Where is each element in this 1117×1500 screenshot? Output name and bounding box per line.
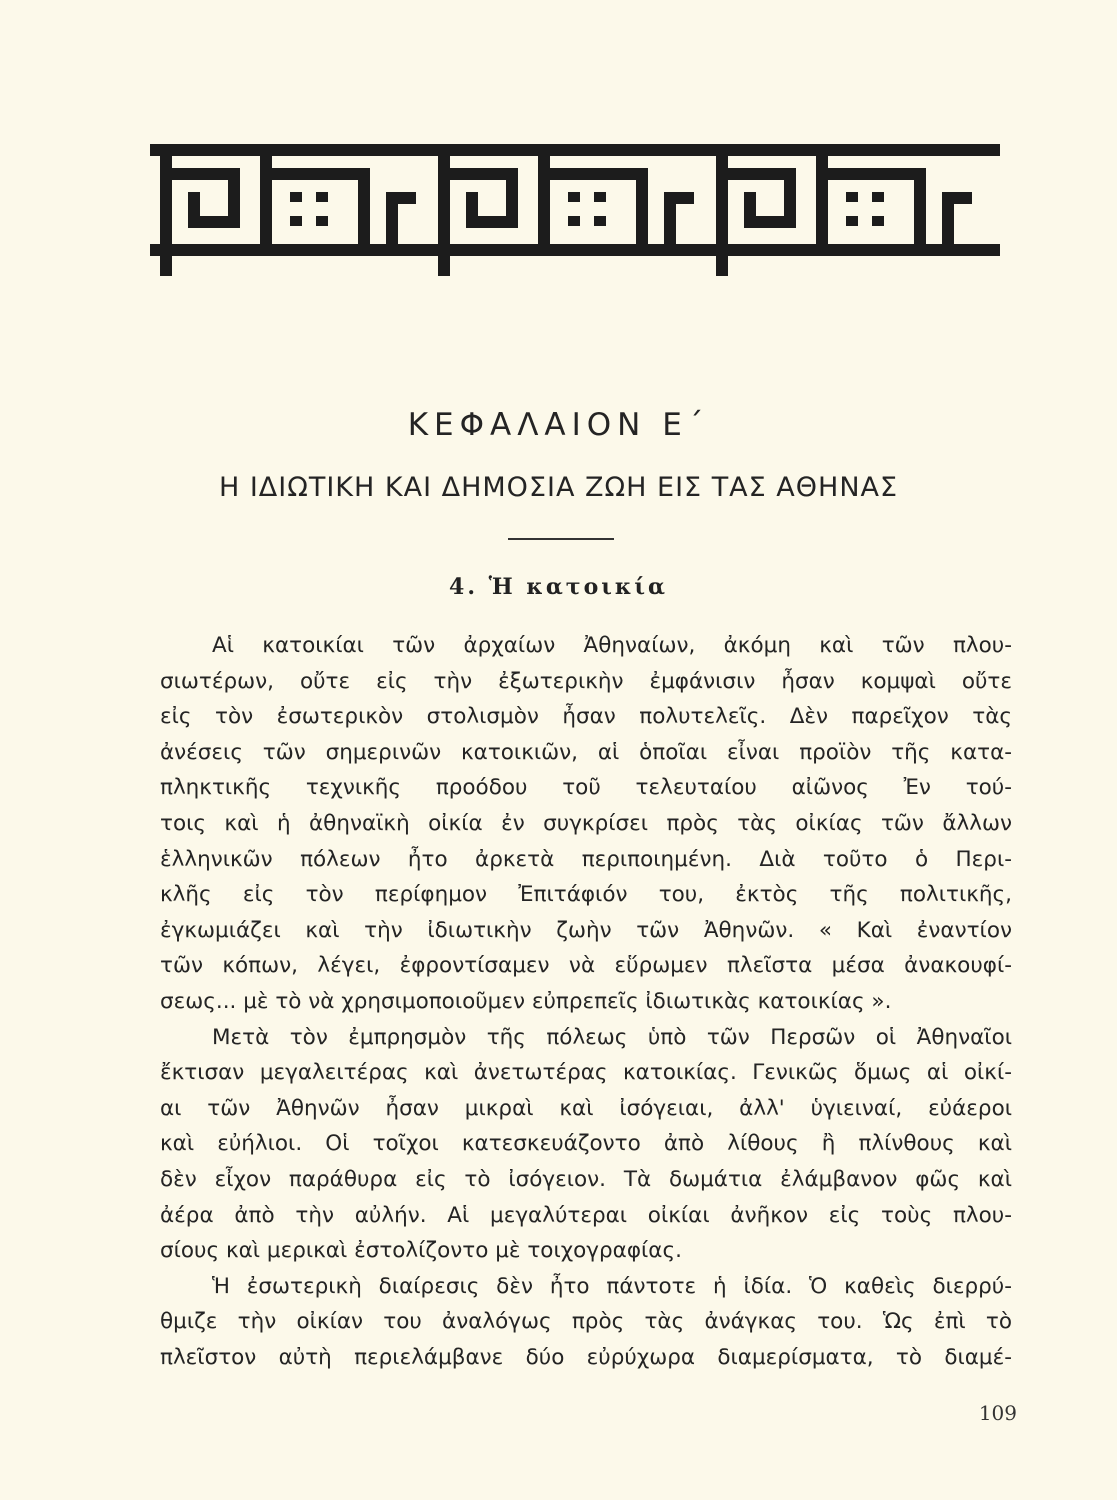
text-line: σίους καὶ μερικαὶ ἐστολίζοντο μὲ τοιχογραφίας. xyxy=(160,1238,682,1264)
text-line: καὶ εὐήλιοι. Οἱ τοῖχοι κατεσκευάζοντο ἀπὸ λίθους ἢ πλίνθους καὶ xyxy=(160,1131,1012,1157)
text-line: ἐγκωμιάζει καὶ τὴν ἰδιωτικὴν ζωὴν τῶν Ἀθηνῶν. « Καὶ ἐναντίον xyxy=(160,917,1012,943)
text-line: σιωτέρων, οὔτε εἰς τὴν ἐξωτερικὴν ἐμφάνισιν ἦσαν κομψαὶ οὔτε xyxy=(160,668,1012,694)
chapter-subtitle: Η ΙΔΙΩΤΙΚΗ ΚΑΙ ΔΗΜΟΣΙΑ ΖΩΗ ΕΙΣ ΤΑΣ ΑΘΗΝΑΣ xyxy=(218,472,899,503)
text-line: σεως... μὲ τὸ νὰ χρησιμοποιοῦμεν εὐπρεπεῖς ἰδιωτικὰς κατοικίας ». xyxy=(160,988,892,1014)
body-text xyxy=(160,628,1012,1375)
text-line: Μετὰ τὸν ἐμπρησμὸν τῆς πόλεως ὑπὸ τῶν Περσῶν οἱ Ἀθηναῖοι xyxy=(212,1024,1012,1050)
title-divider xyxy=(508,538,614,540)
text-line: ἀνέσεις τῶν σημερινῶν κατοικιῶν, αἱ ὁποῖαι εἶναι προϊὸν τῆς κατα- xyxy=(160,739,1012,765)
page-number: 109 xyxy=(978,1401,1017,1425)
greek-key-ornament xyxy=(150,128,1000,284)
text-line: πληκτικῆς τεχνικῆς προόδου τοῦ τελευταίου αἰῶνος Ἐν τού- xyxy=(160,775,1012,801)
text-line: τοις καὶ ἡ ἀθηναϊκὴ οἰκία ἐν συγκρίσει πρὸς τὰς οἰκίας τῶν ἄλλων xyxy=(160,810,1012,836)
text-line: ἀέρα ἀπὸ τὴν αὐλήν. Αἱ μεγαλύτεραι οἰκίαι ἀνῆκον εἰς τοὺς πλου- xyxy=(160,1202,1012,1228)
text-line: εἰς τὸν ἐσωτερικὸν στολισμὸν ἦσαν πολυτελεῖς. Δὲν παρεῖχον τὰς xyxy=(160,704,1012,730)
text-line: κλῆς εἰς τὸν περίφημον Ἐπιτάφιόν του, ἐκτὸς τῆς πολιτικῆς, xyxy=(160,882,1012,908)
text-line: ἑλληνικῶν πόλεων ἦτο ἀρκετὰ περιποιημένη. Διὰ τοῦτο ὁ Περι- xyxy=(160,846,1012,872)
text-line: τῶν κόπων, λέγει, ἐφροντίσαμεν νὰ εὕρωμεν πλεῖστα μέσα ἀνακουφί- xyxy=(160,953,1012,979)
text-line: πλεῖστον αὐτὴ περιελάμβανε δύο εὐρύχωρα διαμερίσματα, τὸ διαμέ- xyxy=(160,1344,1012,1370)
text-line: ἔκτισαν μεγαλειτέρας καὶ ἀνετωτέρας κατοικίας. Γενικῶς ὅμως αἱ οἰκί- xyxy=(160,1060,1012,1086)
text-line: Ἡ ἐσωτερικὴ διαίρεσις δὲν ἦτο πάντοτε ἡ ἰδία. Ὁ καθεὶς διερρύ- xyxy=(212,1273,1012,1299)
chapter-title: ΚΕΦΑΛΑΙΟΝ Ε΄ xyxy=(407,407,710,443)
text-line: Αἱ κατοικίαι τῶν ἀρχαίων Ἀθηναίων, ἀκόμη καὶ τῶν πλου- xyxy=(212,633,1012,658)
text-line: θμιζε τὴν οἰκίαν του ἀναλόγως πρὸς τὰς ἀνάγκας του. Ὡς ἐπὶ τὸ xyxy=(160,1309,1012,1335)
section-heading: 4. Ἡ κατοικία xyxy=(449,574,668,600)
text-line: δὲν εἶχον παράθυρα εἰς τὸ ἰσόγειον. Τὰ δωμάτια ἐλάμβανον φῶς καὶ xyxy=(160,1166,1012,1192)
text-line: αι τῶν Ἀθηνῶν ἦσαν μικραὶ καὶ ἰσόγειαι, ἀλλ' ὑγιειναί, εὐάεροι xyxy=(160,1095,1012,1121)
